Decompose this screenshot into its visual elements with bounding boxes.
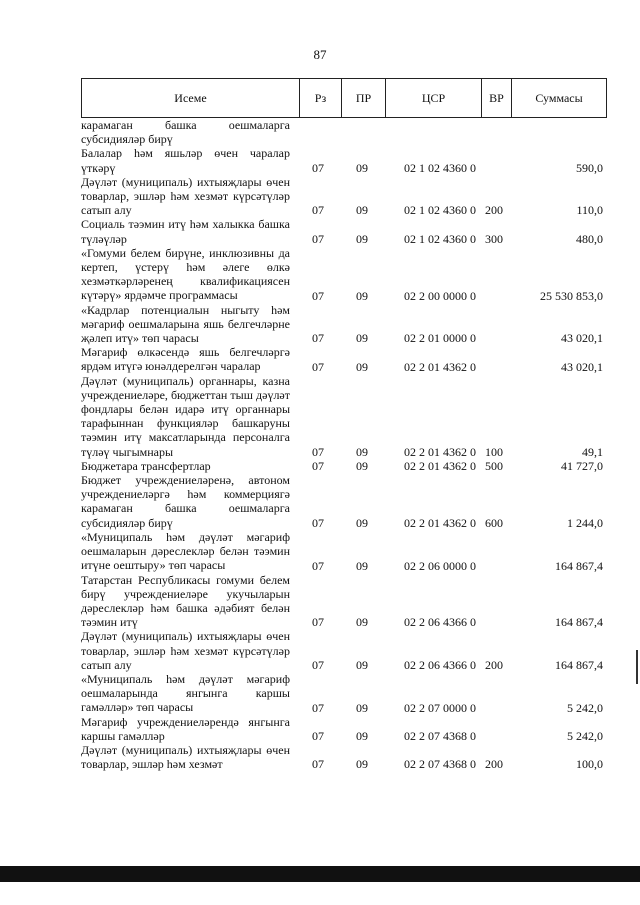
row-rz: 07 — [312, 231, 324, 246]
row-csr: 02 2 01 4362 0 — [404, 359, 476, 374]
row-rz: 07 — [312, 757, 324, 772]
table-row — [81, 146, 607, 174]
row-sum: 110,0 — [576, 203, 603, 218]
table-row — [81, 672, 607, 715]
table-row — [81, 473, 607, 530]
row-csr: 02 2 07 4368 0 — [404, 728, 476, 743]
row-sum: 43 020,1 — [561, 359, 603, 374]
row-pr: 09 — [356, 657, 368, 672]
row-name: Дәүләт (муниципаль) ихтыяҗлары өчен товарлар, эшләр һәм хезмәт күрсәтүләр сатып алу — [81, 174, 290, 218]
row-csr: 02 2 06 4366 0 — [404, 657, 476, 672]
row-pr: 09 — [356, 615, 368, 630]
row-csr: 02 2 01 0000 0 — [404, 331, 476, 346]
row-sum: 5 242,0 — [567, 728, 603, 743]
row-sum: 41 727,0 — [561, 459, 603, 474]
scan-edge-bar — [0, 866, 640, 882]
row-rz: 07 — [312, 558, 324, 573]
row-sum: 5 242,0 — [567, 700, 603, 715]
row-rz: 07 — [312, 728, 324, 743]
row-rz: 07 — [312, 359, 324, 374]
row-vr: 500 — [485, 459, 503, 474]
row-csr: 02 2 00 0000 0 — [404, 288, 476, 303]
row-sum: 1 244,0 — [567, 515, 603, 530]
row-csr: 02 1 02 4360 0 — [404, 231, 476, 246]
header-sum: Суммасы — [535, 91, 583, 105]
row-pr: 09 — [356, 331, 368, 346]
row-sum: 164 867,4 — [555, 615, 603, 630]
row-vr: 200 — [485, 203, 503, 218]
row-vr: 200 — [485, 757, 503, 772]
row-sum: 164 867,4 — [555, 558, 603, 573]
table-row — [81, 118, 607, 146]
row-pr: 09 — [356, 288, 368, 303]
table-row — [81, 303, 607, 346]
row-name: Дәүләт (муниципаль) ихтыяҗлары өчен товарлар, эшләр һәм хезмәт күрсәтүләр сатып алу — [81, 629, 290, 672]
row-rz: 07 — [312, 459, 324, 474]
header-rz: Рз — [300, 79, 342, 117]
row-csr: 02 2 06 0000 0 — [404, 558, 476, 573]
row-vr: 200 — [485, 657, 503, 672]
margin-mark — [636, 650, 638, 684]
table-row — [81, 374, 607, 459]
row-vr: 600 — [485, 515, 503, 530]
row-sum: 49,1 — [582, 444, 603, 459]
row-name: карамаган башка оешмаларга субсидияләр бирү — [81, 118, 290, 147]
row-csr: 02 2 01 4362 0 — [404, 515, 476, 530]
table-row — [81, 246, 607, 303]
row-name: Бюджетара трансфертлар — [81, 458, 211, 473]
table-row — [81, 715, 607, 743]
row-name: Социаль тәэмин итү һәм халыкка башка түләүләр — [81, 217, 290, 246]
row-name: Мәгариф учреждениеләрендә янгынга каршы гамәлләр — [81, 714, 290, 743]
header-pr: ПР — [342, 79, 386, 117]
row-rz: 07 — [312, 160, 324, 175]
row-pr: 09 — [356, 515, 368, 530]
table-row — [81, 175, 607, 218]
header-name: Исеме — [82, 79, 300, 117]
row-pr: 09 — [356, 728, 368, 743]
row-sum: 164 867,4 — [555, 657, 603, 672]
table-row — [81, 459, 607, 473]
budget-table — [81, 78, 607, 771]
table-row — [81, 629, 607, 672]
row-sum: 43 020,1 — [561, 331, 603, 346]
row-name: Дәүләт (муниципаль) органнары, казна учреждениеләре, бюджеттан тыш дәүләт фондлары белән идарә итү органнары тарафыннан функцияләр башкаруны тәэмин итү максатларында персоналга түләү чыгымнары — [81, 373, 290, 459]
row-csr: 02 2 07 0000 0 — [404, 700, 476, 715]
table-row — [81, 345, 607, 373]
table-row — [81, 217, 607, 245]
row-vr: 300 — [485, 231, 503, 246]
table-row — [81, 573, 607, 630]
header-csr: ЦСР — [386, 79, 482, 117]
table-body — [81, 118, 607, 771]
row-name: Дәүләт (муниципаль) ихтыяҗлары өчен товарлар, эшләр һәм хезмәт — [81, 742, 290, 772]
header-vr: ВР — [482, 79, 512, 117]
row-sum: 100,0 — [576, 757, 603, 772]
row-pr: 09 — [356, 444, 368, 459]
row-pr: 09 — [356, 459, 368, 474]
table-row — [81, 743, 607, 771]
row-name: «Муниципаль һәм дәүләт мәгариф оешмаларын дәреслекләр белән тәэмин итүне оештыру» төп чарасы — [81, 529, 290, 573]
row-pr: 09 — [356, 203, 368, 218]
table-header — [81, 78, 607, 118]
row-sum: 480,0 — [576, 231, 603, 246]
row-pr: 09 — [356, 359, 368, 374]
row-name: «Кадрлар потенциалын ныгыту һәм мәгариф оешмаларына яшь белгечләрне җәлеп итү» төп чарасы — [81, 302, 290, 346]
row-name: Бюджет учреждениеләренә, автоном учреждениеләргә һәм коммерциягә карамаган башка оешмаларга субсидияләр бирү — [81, 473, 290, 530]
row-sum: 25 530 853,0 — [540, 288, 603, 303]
row-name: «Муниципаль һәм дәүләт мәгариф оешмаларында янгынга каршы гамәлләр» төп чарасы — [81, 671, 290, 715]
row-vr: 100 — [485, 444, 503, 459]
row-rz: 07 — [312, 615, 324, 630]
row-pr: 09 — [356, 700, 368, 715]
row-csr: 02 2 01 4362 0 — [404, 459, 476, 474]
row-rz: 07 — [312, 331, 324, 346]
row-name: Балалар һәм яшьләр өчен чаралар үткәрү — [81, 146, 290, 175]
row-csr: 02 2 07 4368 0 — [404, 757, 476, 772]
row-csr: 02 1 02 4360 0 — [404, 203, 476, 218]
row-pr: 09 — [356, 558, 368, 573]
row-pr: 09 — [356, 160, 368, 175]
page-number: 87 — [313, 47, 327, 62]
row-rz: 07 — [312, 657, 324, 672]
row-rz: 07 — [312, 515, 324, 530]
row-pr: 09 — [356, 757, 368, 772]
row-csr: 02 2 01 4362 0 — [404, 444, 476, 459]
row-pr: 09 — [356, 231, 368, 246]
table-row — [81, 530, 607, 573]
row-name: Татарстан Республикасы гомуми белем бирү учреждениеләре укучыларын дәреслекләр һәм башка әдәбият белән тәэмин итү — [81, 572, 290, 630]
row-sum: 590,0 — [576, 160, 603, 175]
row-rz: 07 — [312, 700, 324, 715]
row-rz: 07 — [312, 288, 324, 303]
row-csr: 02 1 02 4360 0 — [404, 160, 476, 175]
row-rz: 07 — [312, 203, 324, 218]
row-rz: 07 — [312, 444, 324, 459]
row-name: Мәгариф өлкәсендә яшь белгечләргә ярдәм итүгә юнәлдерелгән чаралар — [81, 345, 290, 374]
row-name: «Гомуми белем бирүне, инклюзивны да кертеп, үстерү һәм әлеге өлкә хезмәткәрләренең квалификациясен күтәрү» ярдәмче программасы — [81, 245, 290, 303]
row-csr: 02 2 06 4366 0 — [404, 615, 476, 630]
